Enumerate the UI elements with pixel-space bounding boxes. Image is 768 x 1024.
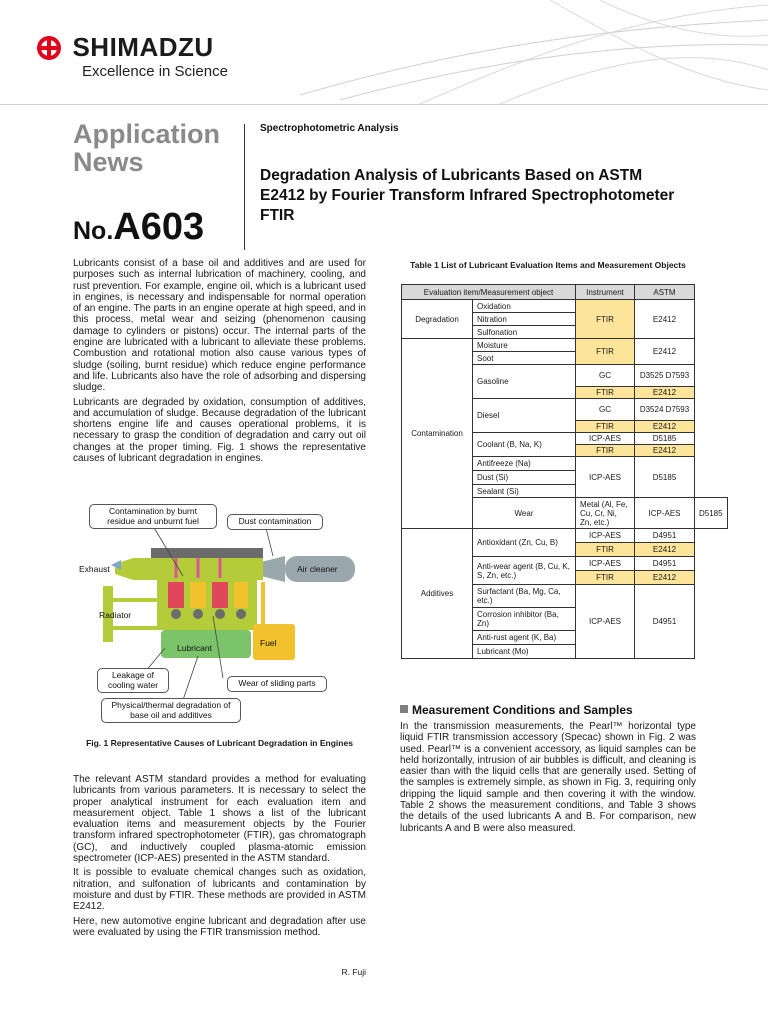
object-cell: Dust (Si) <box>473 471 576 485</box>
callout-physical: Physical/thermal degradation of base oil and additives <box>101 698 241 723</box>
evaluation-table <box>401 284 728 659</box>
instrument-cell: ICP-AES <box>576 529 635 543</box>
instrument-cell: FTIR <box>576 445 635 457</box>
section-heading-text: Measurement Conditions and Samples <box>412 703 633 717</box>
header-divider <box>0 104 768 105</box>
object-cell: Corrosion inhibitor (Ba, Zn) <box>473 608 576 631</box>
intro-paragraph-2: Lubricants are degraded by oxidation, consumption of additives, and accumulation of sludge. Because degradation of the lubricant shortens engine life and causes operational problems, it is necessary to grasp the condition of degradation and carry out oil changes at the proper timing. Fig. 1 shows the representative causes of lubricant degradation in engines. <box>73 396 366 465</box>
category-label: Spectrophotometric Analysis <box>260 123 399 134</box>
object-cell: Surfactant (Ba, Mg, Ca, etc.) <box>473 585 576 608</box>
instrument-cell: FTIR <box>576 571 635 585</box>
group-cell: Contamination <box>402 339 473 529</box>
instrument-cell: ICP-AES <box>576 557 635 571</box>
engine-figure <box>73 500 366 730</box>
astm-cell: E2412 <box>635 543 695 557</box>
astm-cell: D4951 <box>635 585 695 659</box>
astm-cell: E2412 <box>635 387 695 399</box>
object-cell: Gasoline <box>473 365 576 399</box>
object-cell: Sulfonation <box>473 326 576 339</box>
group-cell: Degradation <box>402 300 473 339</box>
callout-leakage: Leakage of cooling water <box>97 668 169 693</box>
brand-logo <box>36 32 214 63</box>
label-exhaust: Exhaust <box>79 564 110 574</box>
instrument-cell: ICP-AES <box>576 585 635 659</box>
object-cell: Lubricant (Mo) <box>473 645 576 659</box>
astm-cell: D3524 D7593 <box>635 399 695 421</box>
object-cell: Sealant (Si) <box>473 485 576 498</box>
issue-prefix: No. <box>73 217 114 245</box>
instrument-cell: ICP-AES <box>576 433 635 445</box>
object-cell: Metal (Al, Fe, Cu, Cr, Ni, Zn, etc.) <box>576 498 635 529</box>
air-intake-shape <box>261 556 285 582</box>
header-astm: ASTM <box>635 285 695 300</box>
object-cell: Coolant (B, Na, K) <box>473 433 576 457</box>
astm-cell: E2412 <box>635 339 695 365</box>
group-cell: Additives <box>402 529 473 659</box>
instrument-cell: GC <box>576 365 635 387</box>
article-title: Degradation Analysis of Lubricants Based on ASTM E2412 by Fourier Transform Infrared Spectrophotometer FTIR <box>260 167 675 224</box>
measurement-text <box>400 721 696 837</box>
astm-cell: E2412 <box>635 421 695 433</box>
callout-dust: Dust contamination <box>227 514 323 530</box>
intro-text <box>73 258 366 467</box>
author-name: R. Fuji <box>341 967 366 977</box>
table-header-row <box>402 285 728 300</box>
body-paragraph-3: The relevant ASTM standard provides a method for evaluating lubricants from various parameters. It is necessary to select the proper analytical instrument for each evaluation item and measurement object. Table 1 shows a list of the lubricant evaluation items and measurement objects by the Fourier transform infrared spectrophotometer (FTIR), gas chromatograph (GC), and inductively coupled plasma-atomic emission spectrometer (ICP-AES) presented in the ASTM standard. <box>73 774 366 865</box>
section-bullet-icon <box>400 705 408 713</box>
table-caption: Table 1 List of Lubricant Evaluation Items and Measurement Objects <box>410 260 686 270</box>
label-lubricant: Lubricant <box>177 643 212 653</box>
masthead-line-1: Application <box>73 119 220 149</box>
instrument-cell: FTIR <box>576 421 635 433</box>
astm-cell: E2412 <box>635 300 695 339</box>
astm-cell: D4951 <box>635 557 695 571</box>
astm-cell: D3525 D7593 <box>635 365 695 387</box>
object-cell: Anti-wear agent (B, Cu, K, S, Zn, etc.) <box>473 557 576 585</box>
label-air-cleaner: Air cleaner <box>297 564 338 574</box>
instrument-cell: FTIR <box>576 339 635 365</box>
application-news-title <box>73 120 220 176</box>
object-cell: Soot <box>473 352 576 365</box>
object-cell: Anti-rust agent (K, Ba) <box>473 631 576 645</box>
instrument-cell: ICP-AES <box>576 457 635 498</box>
astm-cell: D5185 <box>695 498 728 529</box>
instrument-cell: GC <box>576 399 635 421</box>
instrument-cell: ICP-AES <box>635 498 695 529</box>
label-radiator: Radiator <box>99 610 132 620</box>
masthead-divider <box>244 124 245 250</box>
object-cell: Antioxidant (Zn, Cu, B) <box>473 529 576 557</box>
intro-paragraph-1: Lubricants consist of a base oil and additives and are used for purposes such as internal lubrication of machinery, cooling, and rust prevention. For example, engine oil, which is a lubricant used in engines, is necessary and indispensable for normal operation of an engine. The parts in an engine operate at high speed, and in this process, metal wear and seizing (phenomenon causing damage to cylinders or pistons) occur. The internal parts of the engine are lubricated with a lubricant to alleviate these problems. Combustion and rotational motion also cause various types of sludge (soiling, burnt residue) which reduce engine performance and life. Lubricants also have the role of adsorbing and dispersing sludge. <box>73 258 366 394</box>
table-row <box>402 529 728 543</box>
object-cell: Antifreeze (Na) <box>473 457 576 471</box>
figure-caption: Fig. 1 Representative Causes of Lubricant Degradation in Engines <box>86 738 353 748</box>
body-paragraph-5: Here, new automotive engine lubricant and degradation after use were evaluated by using the FTIR transmission method. <box>73 915 366 938</box>
instrument-cell: FTIR <box>576 543 635 557</box>
measurement-paragraph: In the transmission measurements, the Pearl™ horizontal type liquid FTIR transmission accessory (Specac) shown in Fig. 2 was used. Pearl™ is a convenient accessory, as liquid samples can be held horizontally, intrusion of air bubbles is difficult, and cleaning is easier than with the liquid cells that are generally used. Setting of the samples is extremely simple, as shown in Fig. 3, requiring only dripping the liquid sample and then covering it with the window. Table 2 shows the measurement conditions, and Table 3 shows the details of the used lubricants A and B. For comparison, new lubricants A and B were also measured. <box>400 721 696 834</box>
instrument-cell: FTIR <box>576 387 635 399</box>
astm-cell: E2412 <box>635 571 695 585</box>
object-cell: Diesel <box>473 399 576 433</box>
instrument-cell: FTIR <box>576 300 635 339</box>
astm-cell: D5185 <box>635 433 695 445</box>
astm-cell: D4951 <box>635 529 695 543</box>
callout-wear: Wear of sliding parts <box>227 676 327 692</box>
astm-cell: D5185 <box>635 457 695 498</box>
object-cell: Moisture <box>473 339 576 352</box>
callout-contamination: Contamination by burnt residue and unburnt fuel <box>89 504 217 529</box>
object-cell: Nitration <box>473 313 576 326</box>
table-row <box>402 339 728 352</box>
shimadzu-logo-icon <box>36 35 62 61</box>
astm-cell: E2412 <box>635 445 695 457</box>
masthead-line-2: News <box>73 147 144 177</box>
header-instrument: Instrument <box>576 285 635 300</box>
issue-number <box>73 206 204 249</box>
piston-shape <box>168 582 184 608</box>
group-cell: Wear <box>473 498 576 529</box>
body-text <box>73 774 366 941</box>
brand-name: SHIMADZU <box>72 32 214 62</box>
table-row <box>402 300 728 313</box>
header-item: Evaluation item/Measurement object <box>402 285 576 300</box>
label-fuel: Fuel <box>260 638 277 648</box>
header-decoration <box>300 0 768 104</box>
object-cell: Oxidation <box>473 300 576 313</box>
brand-tagline: Excellence in Science <box>82 63 228 80</box>
section-heading <box>400 703 633 717</box>
issue-code: A603 <box>113 206 205 248</box>
body-paragraph-4: It is possible to evaluate chemical changes such as oxidation, nitration, and sulfonation of lubricants and contamination by moisture and dust by FTIR. These methods are provided in ASTM E2412. <box>73 867 366 913</box>
